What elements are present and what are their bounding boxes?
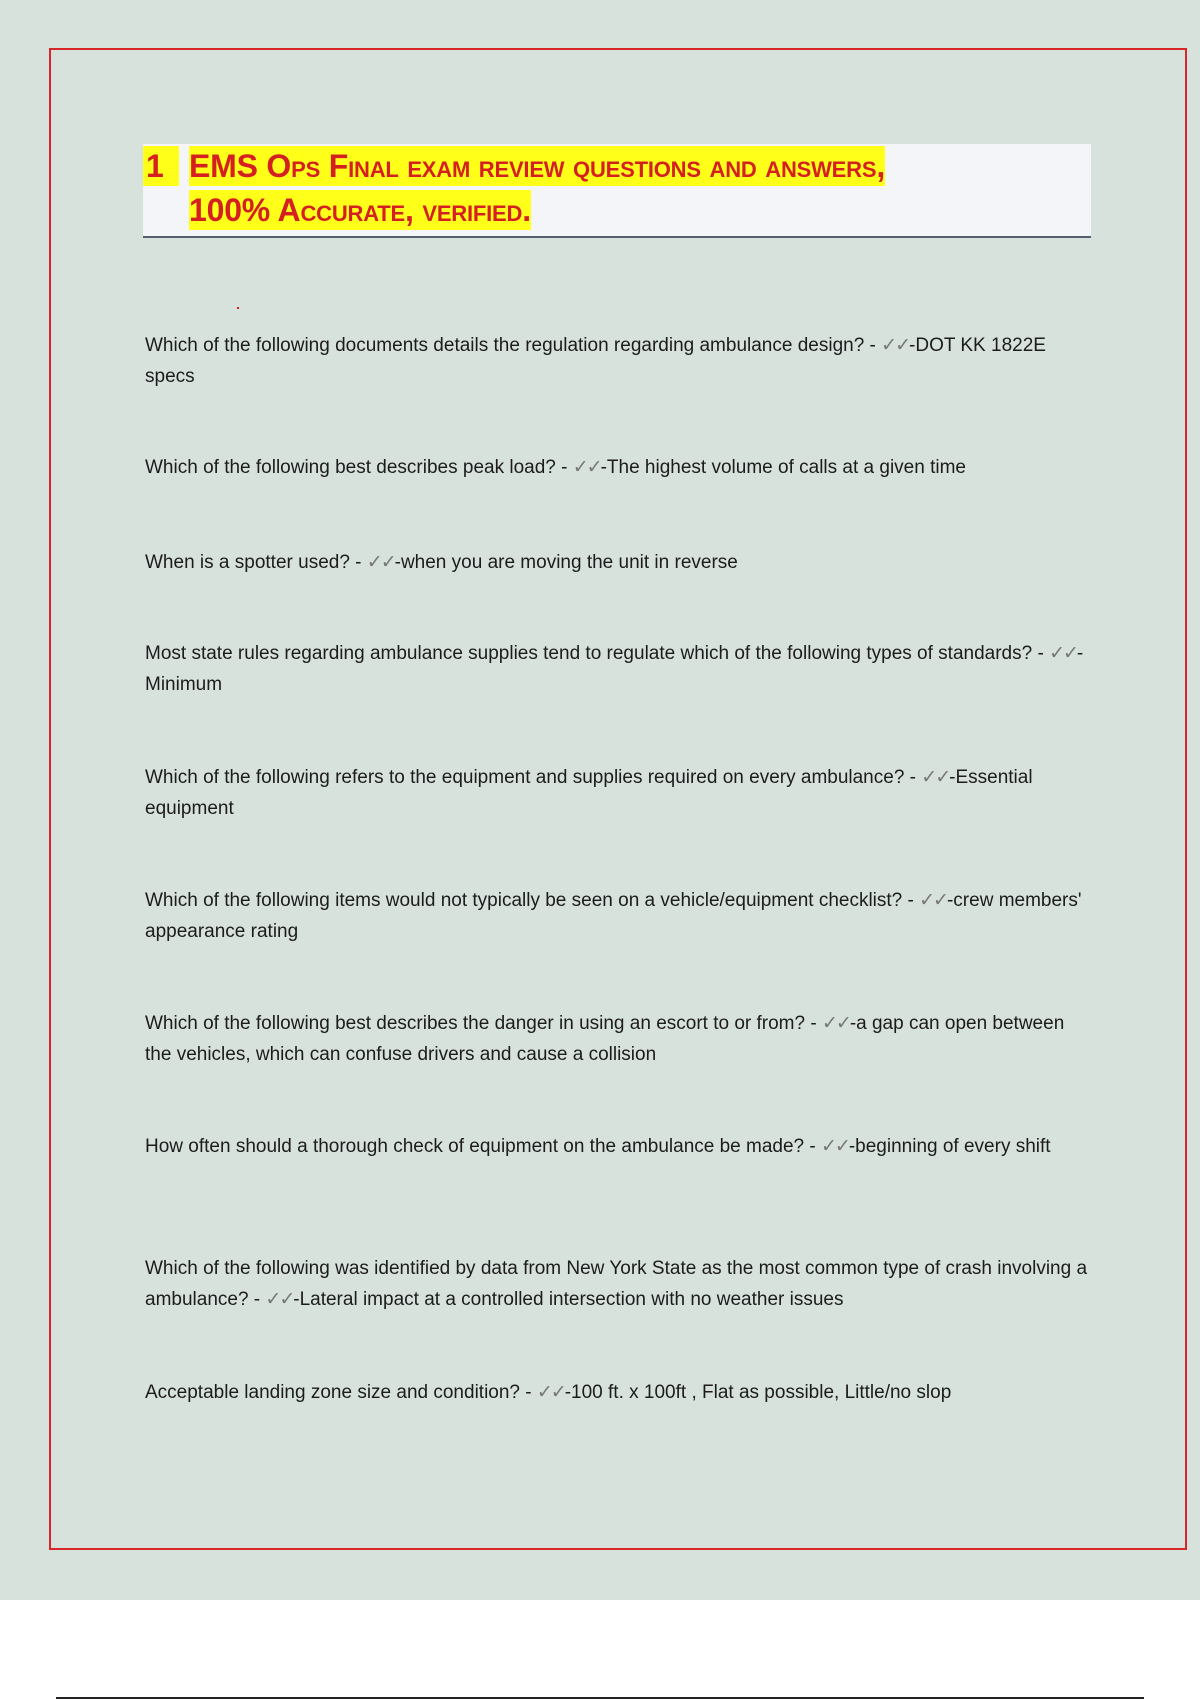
stray-red-dot xyxy=(237,307,239,309)
answer-text: -when you are moving the unit in reverse xyxy=(394,552,738,573)
qa-item xyxy=(145,762,1090,824)
question-text: Acceptable landing zone size and condition? - xyxy=(145,1382,537,1403)
answer-text: -The highest volume of calls at a given time xyxy=(600,457,966,478)
heading-title-line-1: EMS Ops Final exam review questions and answers, xyxy=(189,148,886,184)
heading-number: 1 xyxy=(143,146,179,186)
question-text: When is a spotter used? - xyxy=(145,552,367,573)
question-text: Which of the following best describes peak load? - xyxy=(145,457,573,478)
qa-item xyxy=(145,1008,1090,1070)
answer-text: -crew members' appearance rating xyxy=(145,890,1082,942)
question-text: How often should a thorough check of equipment on the ambulance be made? - xyxy=(145,1136,821,1157)
answer-text: -beginning of every shift xyxy=(848,1136,1051,1157)
qa-item xyxy=(145,885,1090,947)
qa-item xyxy=(145,638,1090,700)
bottom-divider-line xyxy=(56,1697,1144,1699)
answer-text: -Essential equipment xyxy=(145,767,1033,819)
question-text: Which of the following documents details the regulation regarding ambulance design? - xyxy=(145,335,882,356)
double-check-icon: ✓✓ xyxy=(366,552,395,573)
double-check-icon: ✓✓ xyxy=(536,1382,565,1403)
answer-text: -Minimum xyxy=(145,643,1084,695)
qa-item xyxy=(145,1377,1090,1408)
question-text: Which of the following refers to the equipment and supplies required on every ambulance? - xyxy=(145,767,922,788)
answer-text: -Lateral impact at a controlled intersection with no weather issues xyxy=(293,1289,844,1310)
document-heading xyxy=(143,144,1091,238)
qa-item xyxy=(145,1253,1090,1315)
qa-item xyxy=(145,547,1090,578)
heading-title-line-2: 100% Accurate, verified. xyxy=(189,192,531,228)
double-check-icon: ✓✓ xyxy=(572,457,601,478)
question-text: Most state rules regarding ambulance supplies tend to regulate which of the following types of standards? - xyxy=(145,643,1050,664)
double-check-icon: ✓✓ xyxy=(921,767,950,788)
double-check-icon: ✓✓ xyxy=(881,335,910,356)
double-check-icon: ✓✓ xyxy=(265,1289,294,1310)
answer-text: -a gap can open between the vehicles, which can confuse drivers and cause a collision xyxy=(145,1013,1065,1065)
question-text: Which of the following items would not typically be seen on a vehicle/equipment checklist? - xyxy=(145,890,920,911)
qa-item xyxy=(145,1131,1090,1162)
double-check-icon: ✓✓ xyxy=(1049,643,1077,664)
double-check-icon: ✓✓ xyxy=(821,1013,850,1034)
question-text: Which of the following was identified by data from New York State as the most common type of crash involving a ambulance? - xyxy=(145,1258,1088,1310)
question-text: Which of the following best describes the danger in using an escort to or from? - xyxy=(145,1013,822,1034)
answer-text: -100 ft. x 100ft , Flat as possible, Little/no slop xyxy=(564,1382,952,1403)
answer-text: -DOT KK 1822E specs xyxy=(145,335,1046,387)
double-check-icon: ✓✓ xyxy=(821,1136,849,1157)
qa-item xyxy=(145,452,1090,483)
qa-item xyxy=(145,330,1090,392)
double-check-icon: ✓✓ xyxy=(919,890,947,911)
